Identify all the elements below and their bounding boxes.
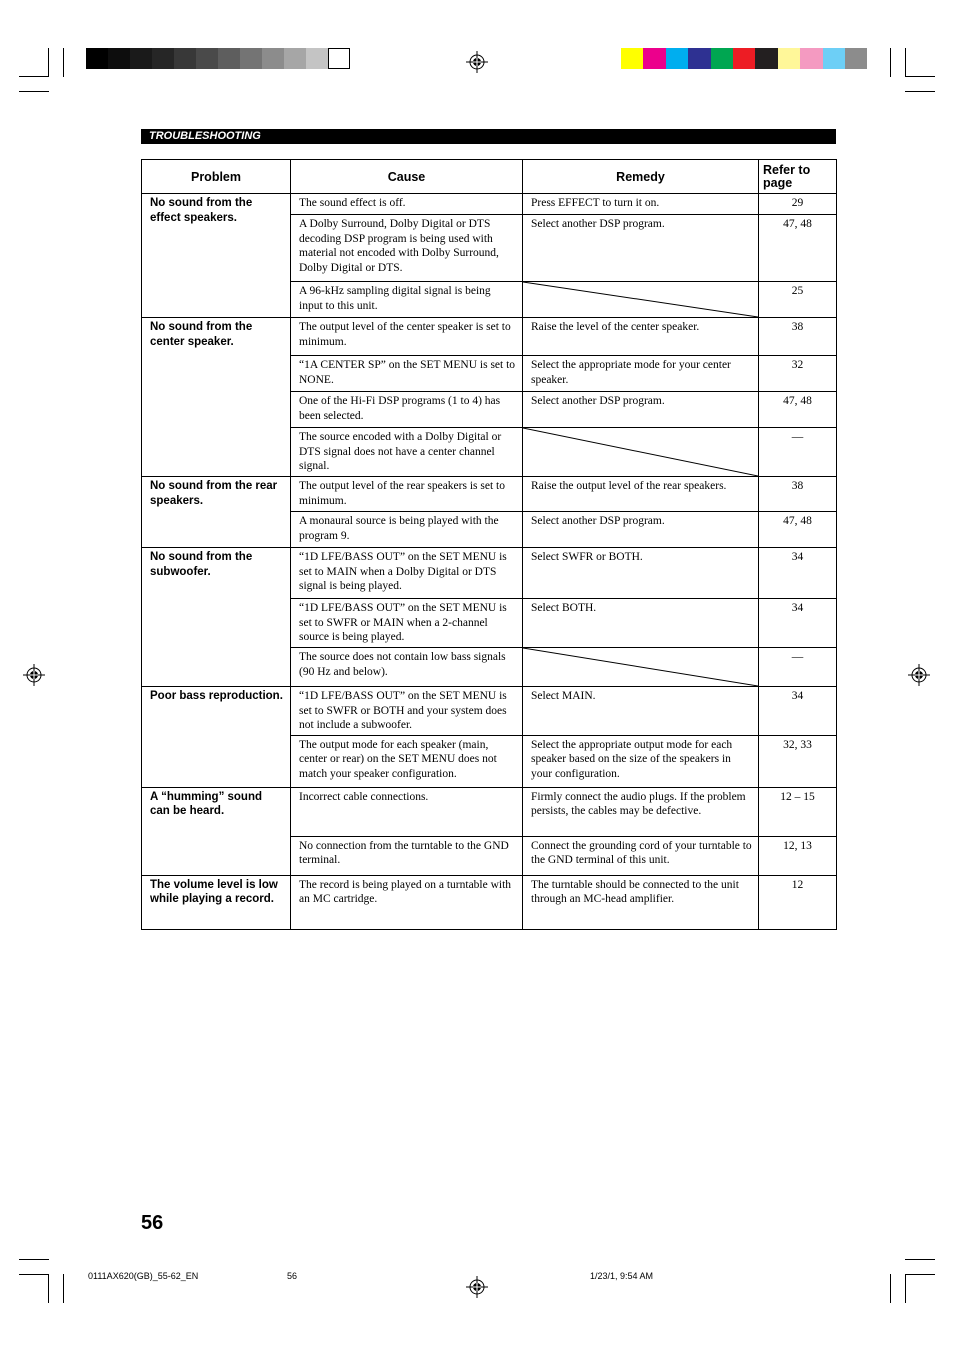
remedy-cell: Select MAIN. (523, 687, 759, 736)
remedy-cell: Select another DSP program. (523, 512, 759, 548)
remedy-cell: Firmly connect the audio plugs. If the problem persists, the cables may be defective. (523, 787, 759, 836)
color-swatch (688, 48, 710, 69)
table-row (142, 787, 837, 836)
remedy-cell: Select SWFR or BOTH. (523, 548, 759, 599)
remedy-cell: Select the appropriate output mode for each speaker based on the size of the speakers in your configuration. (523, 735, 759, 787)
color-swatch (643, 48, 665, 69)
page-number: 56 (141, 1212, 164, 1234)
gray-swatch (218, 48, 240, 69)
cause-cell: The source encoded with a Dolby Digital or DTS signal does not have a center channel signal. (291, 428, 523, 477)
refer-to-page-cell: 47, 48 (759, 215, 837, 282)
gray-swatch (174, 48, 196, 69)
refer-to-page-cell: 34 (759, 687, 837, 736)
problem-cell: No sound from the effect speakers. (142, 194, 291, 318)
refer-to-page-cell: — (759, 428, 837, 477)
gray-swatch (130, 48, 152, 69)
gray-swatch (284, 48, 306, 69)
cause-cell: A monaural source is being played with the program 9. (291, 512, 523, 548)
table-body (142, 194, 837, 930)
header-remedy: Remedy (523, 160, 759, 194)
color-swatch (778, 48, 800, 69)
not-applicable-diagonal (523, 282, 758, 317)
gray-swatch (196, 48, 218, 69)
color-swatch (823, 48, 845, 69)
gray-swatch (108, 48, 130, 69)
refer-to-page-cell: 47, 48 (759, 512, 837, 548)
remedy-cell: Select another DSP program. (523, 215, 759, 282)
cause-cell: “1D LFE/BASS OUT” on the SET MENU is set to MAIN when a Dolby Digital or DTS signal is being played. (291, 548, 523, 599)
registration-mark-icon (466, 1276, 488, 1298)
registration-mark-icon (908, 664, 930, 686)
header-problem: Problem (142, 160, 291, 194)
header-cause: Cause (291, 160, 523, 194)
registration-mark-icon (23, 664, 45, 686)
refer-to-page-cell: 12 (759, 875, 837, 929)
cause-cell: The output level of the center speaker is set to minimum. (291, 318, 523, 356)
footer-timestamp: 1/23/1, 9:54 AM (590, 1271, 654, 1281)
cause-cell: “1D LFE/BASS OUT” on the SET MENU is set to SWFR or BOTH and your system does not include a subwoofer. (291, 687, 523, 736)
gray-swatch (262, 48, 284, 69)
remedy-cell: Select another DSP program. (523, 392, 759, 428)
cause-cell: One of the Hi-Fi DSP programs (1 to 4) has been selected. (291, 392, 523, 428)
cause-cell: The output level of the rear speakers is set to minimum. (291, 477, 523, 512)
color-swatch (755, 48, 777, 69)
remedy-cell (523, 428, 759, 477)
color-swatch (733, 48, 755, 69)
color-swatch (800, 48, 822, 69)
cause-cell: The sound effect is off. (291, 194, 523, 215)
cause-cell: Incorrect cable connections. (291, 787, 523, 836)
remedy-cell: Press EFFECT to turn it on. (523, 194, 759, 215)
remedy-cell: The turntable should be connected to the unit through an MC-head amplifier. (523, 875, 759, 929)
cause-cell: The record is being played on a turntable with an MC cartridge. (291, 875, 523, 929)
problem-cell: No sound from the subwoofer. (142, 548, 291, 687)
remedy-cell: Raise the level of the center speaker. (523, 318, 759, 356)
footer-file-name: 0111AX620(GB)_55-62_EN (88, 1271, 199, 1281)
gray-swatch (152, 48, 174, 69)
refer-to-page-cell: 38 (759, 477, 837, 512)
refer-to-page-cell: 38 (759, 318, 837, 356)
refer-to-page-cell: 12 – 15 (759, 787, 837, 836)
cause-cell: The output mode for each speaker (main, center or rear) on the SET MENU does not match your speaker configuration. (291, 735, 523, 787)
table-row (142, 477, 837, 512)
refer-to-page-cell: 29 (759, 194, 837, 215)
refer-to-page-cell: 34 (759, 599, 837, 648)
remedy-cell (523, 282, 759, 318)
header-refer-to-page: Refer to page (759, 160, 837, 194)
table-header-row (142, 160, 837, 194)
problem-cell: A “humming” sound can be heard. (142, 787, 291, 875)
refer-to-page-cell: 34 (759, 548, 837, 599)
remedy-cell (523, 648, 759, 687)
cause-cell: The source does not contain low bass signals (90 Hz and below). (291, 648, 523, 687)
gray-swatch (240, 48, 262, 69)
table-row (142, 194, 837, 215)
gray-swatch (328, 48, 350, 69)
color-swatch (666, 48, 688, 69)
cause-cell: “1D LFE/BASS OUT” on the SET MENU is set to SWFR or MAIN when a 2-channel source is being played. (291, 599, 523, 648)
table-row (142, 687, 837, 736)
refer-to-page-cell: — (759, 648, 837, 687)
footer-page: 56 (287, 1271, 298, 1281)
refer-to-page-cell: 32 (759, 356, 837, 392)
problem-cell: No sound from the center speaker. (142, 318, 291, 477)
troubleshooting-table (141, 159, 837, 930)
remedy-cell: Select BOTH. (523, 599, 759, 648)
table-row (142, 318, 837, 356)
registration-mark-icon (466, 51, 488, 73)
table-row (142, 548, 837, 599)
cause-cell: “1A CENTER SP” on the SET MENU is set to NONE. (291, 356, 523, 392)
color-swatch (845, 48, 867, 69)
problem-cell: The volume level is low while playing a record. (142, 875, 291, 929)
refer-to-page-cell: 32, 33 (759, 735, 837, 787)
color-swatch (711, 48, 733, 69)
problem-cell: No sound from the rear speakers. (142, 477, 291, 548)
remedy-cell: Select the appropriate mode for your center speaker. (523, 356, 759, 392)
refer-to-page-cell: 25 (759, 282, 837, 318)
gray-swatch (86, 48, 108, 69)
table-row (142, 875, 837, 929)
cause-cell: A 96-kHz sampling digital signal is being input to this unit. (291, 282, 523, 318)
section-title: TROUBLESHOOTING (141, 129, 836, 144)
gray-swatch (306, 48, 328, 69)
refer-to-page-cell: 12, 13 (759, 836, 837, 875)
remedy-cell: Raise the output level of the rear speakers. (523, 477, 759, 512)
cause-cell: No connection from the turntable to the GND terminal. (291, 836, 523, 875)
not-applicable-diagonal (523, 648, 758, 686)
refer-to-page-cell: 47, 48 (759, 392, 837, 428)
cause-cell: A Dolby Surround, Dolby Digital or DTS decoding DSP program is being used with material not encoded with Dolby Surround, Dolby Digital or DTS. (291, 215, 523, 282)
problem-cell: Poor bass reproduction. (142, 687, 291, 788)
not-applicable-diagonal (523, 428, 758, 476)
remedy-cell: Connect the grounding cord of your turntable to the GND terminal of this unit. (523, 836, 759, 875)
color-swatch (621, 48, 643, 69)
